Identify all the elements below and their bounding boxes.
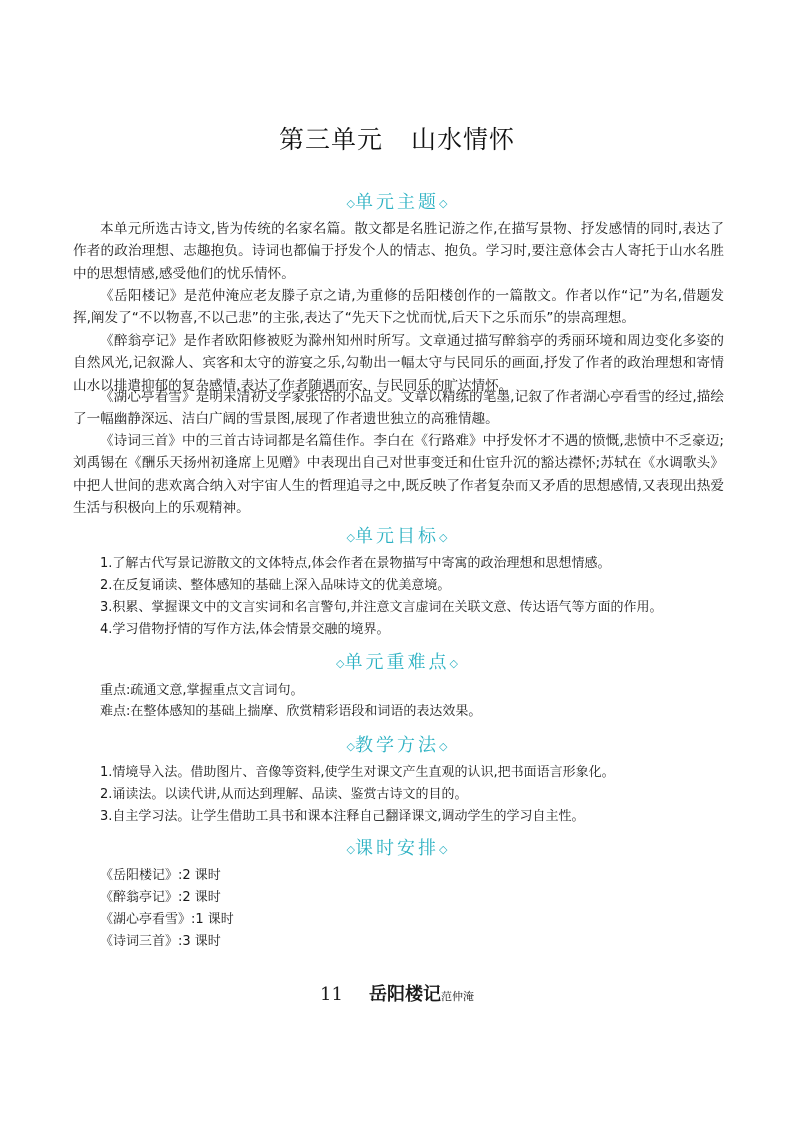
unit-name: 山水情怀 — [411, 125, 516, 154]
lesson-heading — [0, 980, 794, 1006]
unit-title — [0, 120, 794, 156]
theme-paragraph-intro: 本单元所选古诗文,皆为传统的名家名篇。散文都是名胜记游之作,在描写景物、抒发感情的同时,表达了作者的政治理想、志趣抱负。诗词也都偏于抒发个人的情志、抱负。学习时,要注意体会古人寄托于山水名胜中的思想情感,感受他们的忧乐情怀。 — [73, 221, 724, 282]
section-heading-key-points — [0, 648, 794, 674]
section-heading-methods — [0, 731, 794, 757]
schedule-item: 《岳阳楼记》:2 课时 — [100, 868, 221, 883]
section-heading-theme — [0, 188, 794, 214]
diamond-ornament-icon: ◇ — [439, 843, 448, 856]
theme-paragraph-huxinting: 《湖心亭看雪》是明末清初文学家张岱的小品文。文章以精练的笔墨,记叙了作者湖心亭看雪的经过,描绘了一幅幽静深远、洁白广阔的雪景图,展现了作者遗世独立的高雅情趣。 — [73, 389, 724, 428]
key-point-item: 重点:疏通文意,掌握重点文言词句。 — [100, 683, 304, 698]
section-heading-label: 单元重难点 — [344, 652, 450, 673]
method-item: 1.情境导入法。借助图片、音像等资料,使学生对课文产生直观的认识,把书面语言形象化。 — [100, 765, 615, 780]
method-item: 2.诵读法。以读代讲,从而达到理解、品读、鉴赏古诗文的目的。 — [100, 787, 468, 802]
diamond-ornament-icon: ◇ — [346, 740, 355, 753]
section-heading-label: 单元目标 — [355, 526, 439, 547]
diamond-ornament-icon: ◇ — [439, 740, 448, 753]
section-heading-goals — [0, 522, 794, 548]
difficult-point-item: 难点:在整体感知的基础上揣摩、欣赏精彩语段和词语的表达效果。 — [100, 704, 482, 719]
diamond-ornament-icon: ◇ — [346, 197, 355, 210]
goal-item: 4.学习借物抒情的写作方法,体会情景交融的境界。 — [100, 622, 390, 637]
lesson-title: 岳阳楼记 — [368, 984, 441, 1005]
method-item: 3.自主学习法。让学生借助工具书和课本注释自己翻译课文,调动学生的学习自主性。 — [100, 809, 585, 824]
diamond-ornament-icon: ◇ — [439, 531, 448, 544]
goal-item: 2.在反复诵读、整体感知的基础上深入品味诗文的优美意境。 — [100, 578, 451, 593]
schedule-item: 《诗词三首》:3 课时 — [100, 934, 221, 949]
section-heading-label: 教学方法 — [355, 735, 439, 756]
goal-item: 3.积累、掌握课文中的文言实词和名言警句,并注意文言虚词在关联文意、传达语气等方面的作用。 — [100, 600, 663, 615]
diamond-ornament-icon: ◇ — [336, 657, 345, 670]
theme-paragraph-zuiwengting: 《醉翁亭记》是作者欧阳修被贬为滁州知州时所写。文章通过描写醉翁亭的秀丽环境和周边变化多姿的自然风光,记叙滁人、宾客和太守的游宴之乐,勾勒出一幅太守与民同乐的画面,抒发了作者的政治理想和寄情山水以排遣抑郁的复杂感情,表达了作者随遇而安、与民同乐的旷达情怀。 — [73, 333, 724, 394]
section-heading-label: 单元主题 — [355, 192, 439, 213]
section-heading-schedule — [0, 834, 794, 860]
schedule-item: 《湖心亭看雪》:1 课时 — [100, 912, 234, 927]
diamond-ornament-icon: ◇ — [439, 197, 448, 210]
goal-item: 1.了解古代写景记游散文的文体特点,体会作者在景物描写中寄寓的政治理想和思想情感。 — [100, 556, 611, 571]
section-heading-label: 课时安排 — [355, 838, 439, 859]
diamond-ornament-icon: ◇ — [346, 843, 355, 856]
lesson-author: 范仲淹 — [440, 990, 474, 1003]
lesson-number: 11 — [320, 984, 343, 1005]
schedule-item: 《醉翁亭记》:2 课时 — [100, 890, 221, 905]
theme-paragraph-yueyanglou: 《岳阳楼记》是范仲淹应老友滕子京之请,为重修的岳阳楼创作的一篇散文。作者以作“记”为名,借题发挥,阐发了“不以物喜,不以己悲”的主张,表达了“先天下之忧而忧,后天下之乐而乐”的崇高理想。 — [73, 288, 724, 327]
unit-number: 第三单元 — [278, 125, 383, 154]
diamond-ornament-icon: ◇ — [449, 657, 458, 670]
theme-paragraph-poems: 《诗词三首》中的三首古诗词都是名篇佳作。李白在《行路难》中抒发怀才不遇的愤慨,悲愤中不乏豪迈;刘禹锡在《酬乐天扬州初逢席上见赠》中表现出自己对世事变迁和仕宦升沉的豁达襟怀;苏轼在《水调歌头》中把人世间的悲欢离合纳入对宇宙人生的哲理追寻之中,既反映了作者复杂而又矛盾的思想感情,又表现出热爱生活与积极向上的乐观精神。 — [73, 433, 724, 517]
diamond-ornament-icon: ◇ — [346, 531, 355, 544]
